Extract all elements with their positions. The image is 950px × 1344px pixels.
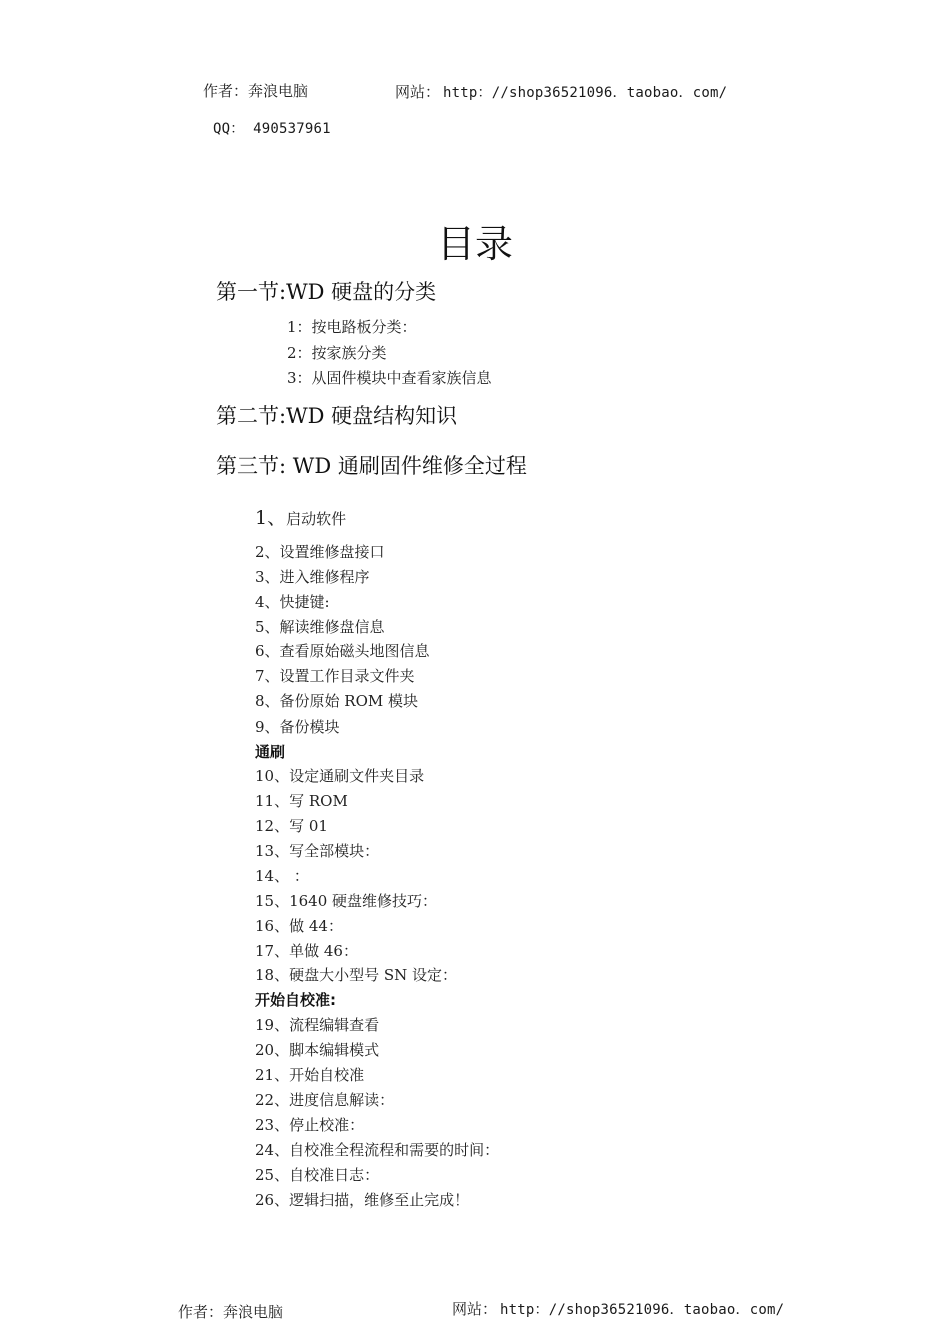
page-title: 目录	[436, 222, 513, 266]
header-site-url[interactable]: http：//shop36521096．taobao．com/	[443, 85, 728, 101]
list-item: 21、开始自校准	[255, 1066, 365, 1084]
footer-site-url[interactable]: http：//shop36521096．taobao．com/	[500, 1302, 785, 1318]
footer-site-label: 网站：	[452, 1300, 498, 1318]
list-item: 18、硬盘大小型号 SN 设定：	[255, 966, 458, 984]
section-2-heading: 第二节:WD 硬盘结构知识	[216, 404, 458, 428]
section-1-item: 1：按电路板分类：	[287, 318, 417, 336]
list-item: 8、备份原始 ROM 模块	[255, 692, 419, 710]
section-1-item: 2：按家族分类	[287, 344, 387, 362]
list-item: 24、自校准全程流程和需要的时间：	[255, 1141, 500, 1159]
list-item: 19、流程编辑查看	[255, 1016, 380, 1034]
group-heading-tongshua: 通刷	[255, 743, 286, 761]
list-item: 16、做 44：	[255, 917, 343, 935]
list-item: 7、设置工作目录文件夹	[255, 667, 415, 685]
list-item: 23、停止校准：	[255, 1116, 365, 1134]
list-item: 6、查看原始磁头地图信息	[255, 642, 430, 660]
list-item: 3、进入维修程序	[255, 568, 370, 586]
list-item: 14、 ：	[255, 867, 309, 885]
list-item: 22、进度信息解读：	[255, 1091, 395, 1109]
step-first-text: 启动软件	[286, 510, 347, 528]
list-item: 15、1640 硬盘维修技巧：	[255, 892, 438, 910]
list-item: 25、自校准日志：	[255, 1166, 380, 1184]
section-1-heading: 第一节:WD 硬盘的分类	[216, 280, 437, 304]
list-item: 12、写 01	[255, 817, 328, 835]
step-item-first	[255, 503, 346, 530]
list-item: 26、逻辑扫描，维修至止完成！	[255, 1191, 470, 1209]
list-item: 13、写全部模块：	[255, 842, 380, 860]
footer-author: 作者：奔浪电脑	[178, 1303, 284, 1321]
list-item: 10、设定通刷文件夹目录	[255, 767, 425, 785]
list-item: 17、单做 46：	[255, 942, 358, 960]
header-author: 作者：奔浪电脑	[203, 82, 309, 100]
list-item: 9、备份模块	[255, 718, 340, 736]
header-qq: QQ： 490537961	[213, 121, 331, 137]
list-item: 11、写 ROM	[255, 792, 348, 810]
list-item: 5、解读维修盘信息	[255, 618, 385, 636]
section-3-heading: 第三节: WD 通刷固件维修全过程	[216, 454, 527, 478]
header-site-label: 网站：	[395, 83, 441, 101]
group-heading-calibration: 开始自校准:	[255, 991, 336, 1009]
list-item: 20、脚本编辑模式	[255, 1041, 380, 1059]
list-item: 4、快捷键:	[255, 593, 330, 611]
step-first-number: 1、	[255, 507, 287, 529]
section-1-item: 3：从固件模块中查看家族信息	[287, 369, 492, 387]
list-item: 2、设置维修盘接口	[255, 543, 385, 561]
